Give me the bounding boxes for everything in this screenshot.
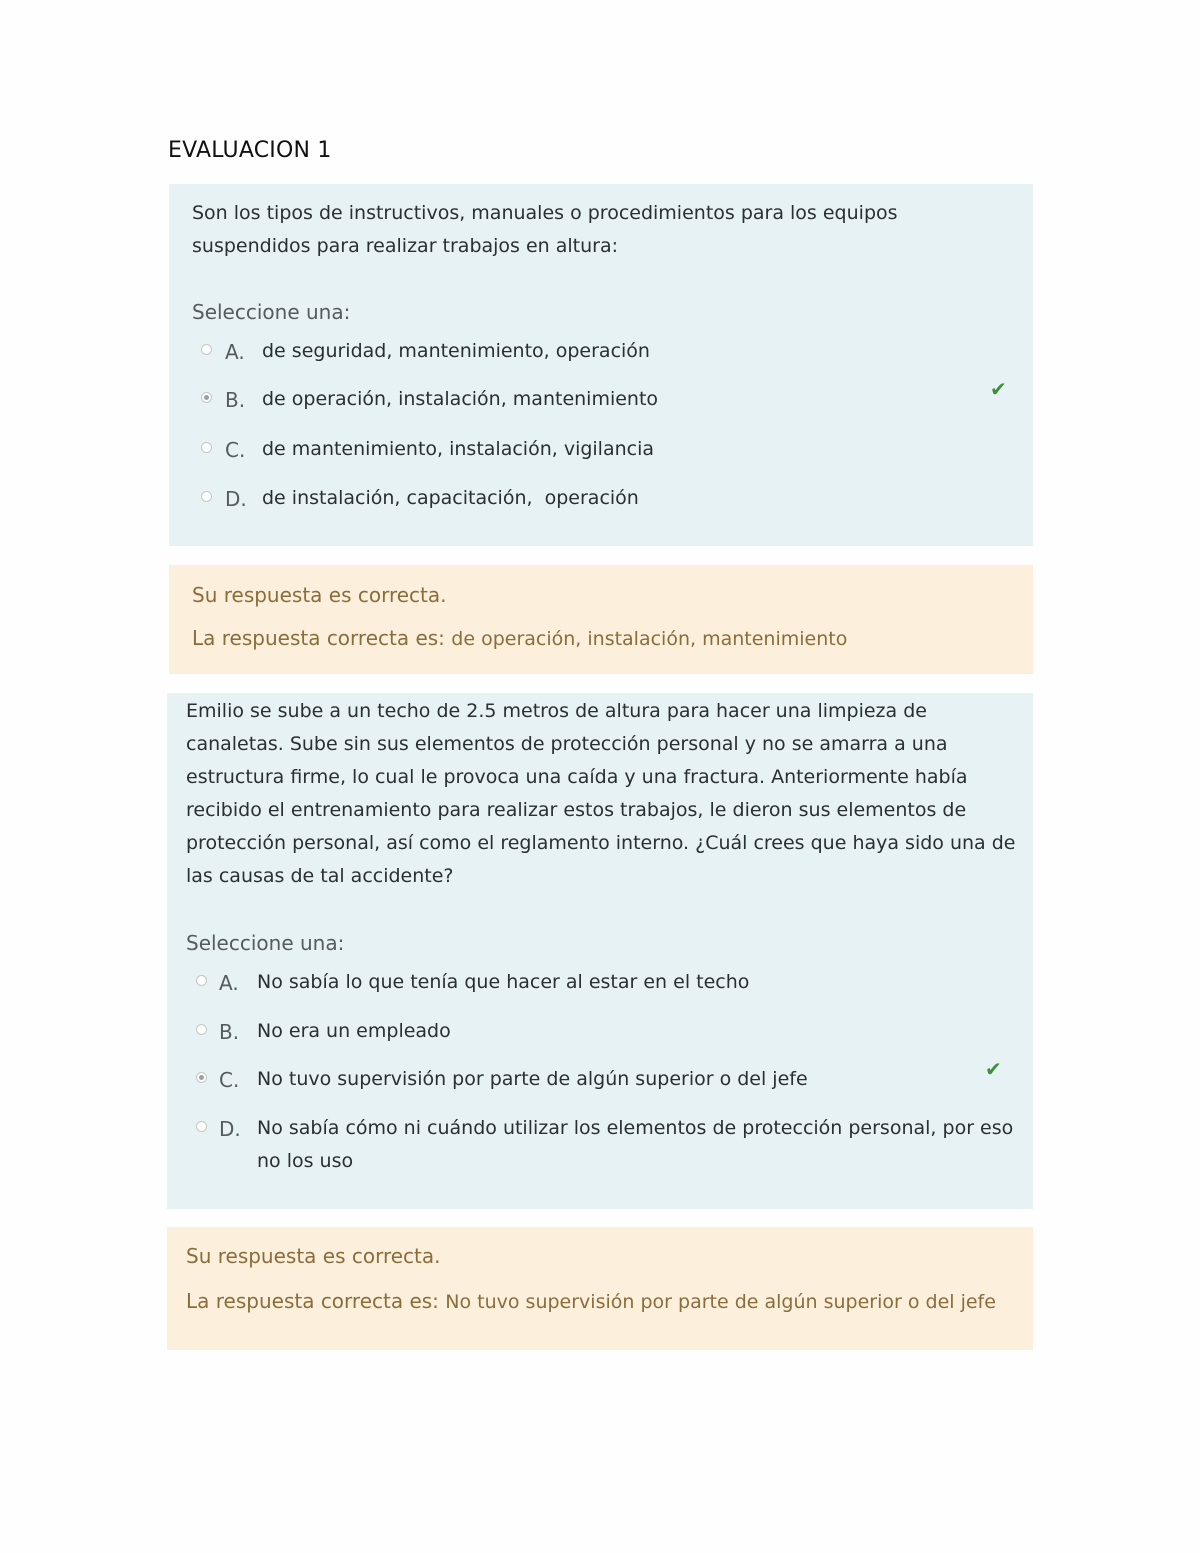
radio-button-selected[interactable] <box>196 1072 207 1083</box>
feedback-correct-answer <box>186 1285 1016 1319</box>
option-text: No tuvo supervisión por parte de algún superior o del jefe <box>257 1068 808 1090</box>
radio-button[interactable] <box>196 975 207 986</box>
question-2-box <box>167 693 1033 1209</box>
radio-button[interactable] <box>201 491 212 502</box>
page-title: EVALUACION 1 <box>168 138 332 163</box>
radio-button[interactable] <box>201 442 212 453</box>
option-text: No era un empleado <box>257 1020 451 1042</box>
option-letter: B. <box>219 1020 240 1044</box>
check-icon: ✔ <box>990 377 1007 401</box>
option-letter: C. <box>225 438 246 462</box>
option-letter: B. <box>225 388 246 412</box>
option-text: No sabía lo que tenía que hacer al estar en el techo <box>257 971 750 993</box>
question-2-prompt: Seleccione una: <box>186 931 345 955</box>
radio-button[interactable] <box>201 344 212 355</box>
feedback-correct-answer <box>192 622 847 656</box>
option-text: de mantenimiento, instalación, vigilancia <box>262 438 655 460</box>
feedback-status: Su respuesta es correcta. <box>192 583 447 607</box>
radio-button-selected[interactable] <box>201 392 212 403</box>
check-icon: ✔ <box>985 1057 1002 1081</box>
question-1-prompt: Seleccione una: <box>192 300 351 324</box>
question-2-option-b[interactable] <box>167 1020 1033 1050</box>
question-1-option-d[interactable] <box>169 487 1033 517</box>
option-letter: C. <box>219 1068 240 1092</box>
feedback-correct-value: No tuvo supervisión por parte de algún superior o del jefe <box>445 1291 996 1313</box>
question-2-option-c[interactable] <box>167 1068 1033 1098</box>
question-1-feedback <box>169 565 1033 674</box>
question-1-option-b[interactable] <box>169 388 1033 418</box>
option-letter: A. <box>219 971 239 995</box>
question-2-option-d[interactable] <box>167 1117 1033 1183</box>
question-2-text: Emilio se sube a un techo de 2.5 metros de altura para hacer una limpieza de canaletas. Sube sin sus elementos de protección personal y no se amarra a una estructura firme, lo cual le provoca una caída y una fractura. Anteriormente había recibido el entrenamiento para realizar estos trabajos, le dieron sus elementos de protección personal, así como el reglamento interno. ¿Cuál crees que haya sido una de las causas de tal accidente? <box>186 700 1016 887</box>
question-2-feedback <box>167 1227 1033 1350</box>
feedback-correct-prefix: La respuesta correcta es: <box>186 1289 439 1313</box>
question-1-text: Son los tipos de instructivos, manuales o procedimientos para los equipos suspendidos para realizar trabajos en altura: <box>192 202 898 257</box>
question-2-option-a[interactable] <box>167 971 1033 1001</box>
option-letter: D. <box>225 487 247 511</box>
option-letter: A. <box>225 340 245 364</box>
feedback-correct-value: de operación, instalación, mantenimiento <box>451 628 848 650</box>
option-letter: D. <box>219 1117 241 1141</box>
option-text: No sabía cómo ni cuándo utilizar los elementos de protección personal, por eso no los uso <box>257 1117 1014 1172</box>
question-1-box <box>169 184 1033 546</box>
question-1-option-a[interactable] <box>169 340 1033 370</box>
feedback-status: Su respuesta es correcta. <box>186 1244 441 1268</box>
option-text: de seguridad, mantenimiento, operación <box>262 340 650 362</box>
radio-button[interactable] <box>196 1121 207 1132</box>
option-text: de instalación, capacitación, operación <box>262 487 639 509</box>
radio-button[interactable] <box>196 1024 207 1035</box>
question-1-option-c[interactable] <box>169 438 1033 468</box>
option-text: de operación, instalación, mantenimiento <box>262 388 659 410</box>
feedback-correct-prefix: La respuesta correcta es: <box>192 626 445 650</box>
